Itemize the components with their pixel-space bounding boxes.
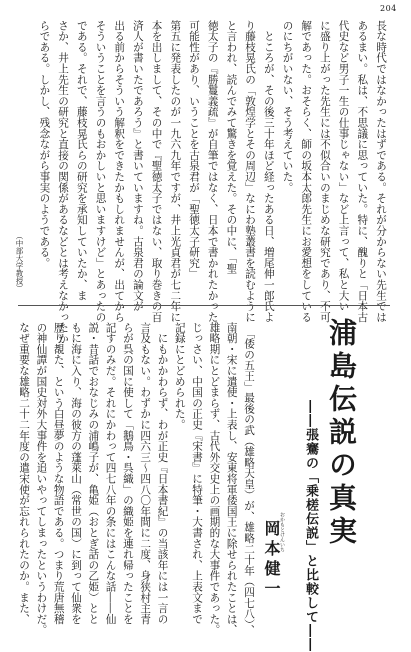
text-column: らである。しかし、残念ながら事実のようである。 — [38, 20, 51, 269]
text-column: 南朝・宋に遣使・上表し、安東将軍倭国王に除せられたことは、 — [225, 322, 238, 636]
article-title: 浦島伝説の真実 — [325, 318, 358, 549]
text-column: もに海に入り、海の彼方の蓬萊山（常世の国）に到って仙衆を — [70, 322, 82, 625]
author-ruby: おかもとけんいち — [279, 512, 285, 552]
text-column: である。それで、藤枝晃氏らの研究を承知していたか、ま — [75, 20, 88, 301]
text-column: 解であった。おそらく、師の坂本太郎先生にお愛想をしている — [300, 20, 313, 323]
text-column: と言われ、読んでみて驚きを覚えた。その中に、「聖 — [225, 20, 238, 274]
text-column: に盛り上がった先生には不似合いのまじめな研究であり、不可 — [318, 20, 331, 323]
text-column: 言及もない。わずかに四六三～四八〇年間に二度、身狭村主青 — [139, 322, 152, 625]
text-column: 可能性があり、いうことを古泉君が「聖徳太子研究」 — [188, 20, 200, 280]
text-column: 済人が書いたであろう』と書いていますね。古泉君の論文が — [131, 20, 144, 312]
article-subtitle: ――張騫の「乗槎伝説」と比較して―― — [303, 400, 318, 652]
text-column: 本を出しまして、その中で『聖徳太子ではない、取り巻きの百 — [150, 20, 163, 323]
text-column: なぜ重要な雄略二十二年度の遣宋使が忘れられたのか。また、 — [18, 322, 31, 625]
text-column: じっさい、中国の正史『宋書』に特筆・大書され、上表文まで — [191, 322, 204, 625]
section-divider — [18, 305, 390, 306]
text-column: 出る前からそういう解釈をできたかもしれませんが、出てから — [113, 20, 126, 323]
text-column: り藤枝晃氏の「敦煌学とその周辺」なにわ塾叢書を読むように — [244, 20, 257, 323]
text-column: そういうことを言うのもおかしいと思いますけど」とあったの — [94, 20, 107, 323]
author-affiliation: （中部大学教授） — [15, 232, 24, 292]
text-column: 「倭の五王」最後の武（雄略天皇）が、雄略二十年（四七八）、 — [243, 322, 255, 636]
text-column: さか、井上先生の研究と直接の関係があるなどとは考えなかったか — [57, 20, 70, 344]
text-column: の神仙譚が国史対外大事件を追いやってしまったというわけだ。 — [35, 322, 48, 636]
author-name: 岡本健一 — [262, 520, 281, 600]
text-column: 記録にとどめられた。 — [173, 322, 186, 430]
text-column: 説・昔話でおなじみの浦嶋子が、亀姫（おとぎ話の乙姫）とと — [87, 322, 100, 625]
text-column: 長な時代ではなかったはずである。それが分からない先生では — [375, 20, 387, 323]
text-column: 雄略期にとどまらず、古代外交史上の画期的な大事件であった。 — [208, 322, 221, 636]
text-column: 歴り覩た、という白昼夢のような物語である。つまり荒唐無稽 — [52, 322, 65, 625]
text-column: 第五に発表したのが一九六九年ですが、井上光貞君が七二年に — [169, 20, 182, 323]
text-column: 代史など男子一生の仕事じゃない」など上言って、私と大い — [337, 20, 350, 312]
text-column: 記すのみだ。それにかわって四七八年の条にはこんな話――仙 — [104, 322, 117, 625]
text-column: あるまい。私は、不思議に思っていた。特に、醜りと「日本古 — [356, 20, 369, 323]
page-number: 204 — [380, 4, 397, 13]
text-column: にもかかわらず、わが正史『日本書紀』の当該年には一言の — [156, 322, 169, 625]
text-column: らが呉の国に使して「鵝鳥・呉織」の織姫を連れ帰ったことを — [121, 322, 134, 625]
text-column: のにちがいない、そう考えていた。 — [281, 20, 294, 193]
text-column: 徳太子の『勝鬘義疏』が自筆ではなく、日本で書かれたかった — [206, 20, 219, 323]
text-column: ところが、その後三十年ほど経ったある日、増尾伸一郎氏よ — [262, 20, 275, 323]
